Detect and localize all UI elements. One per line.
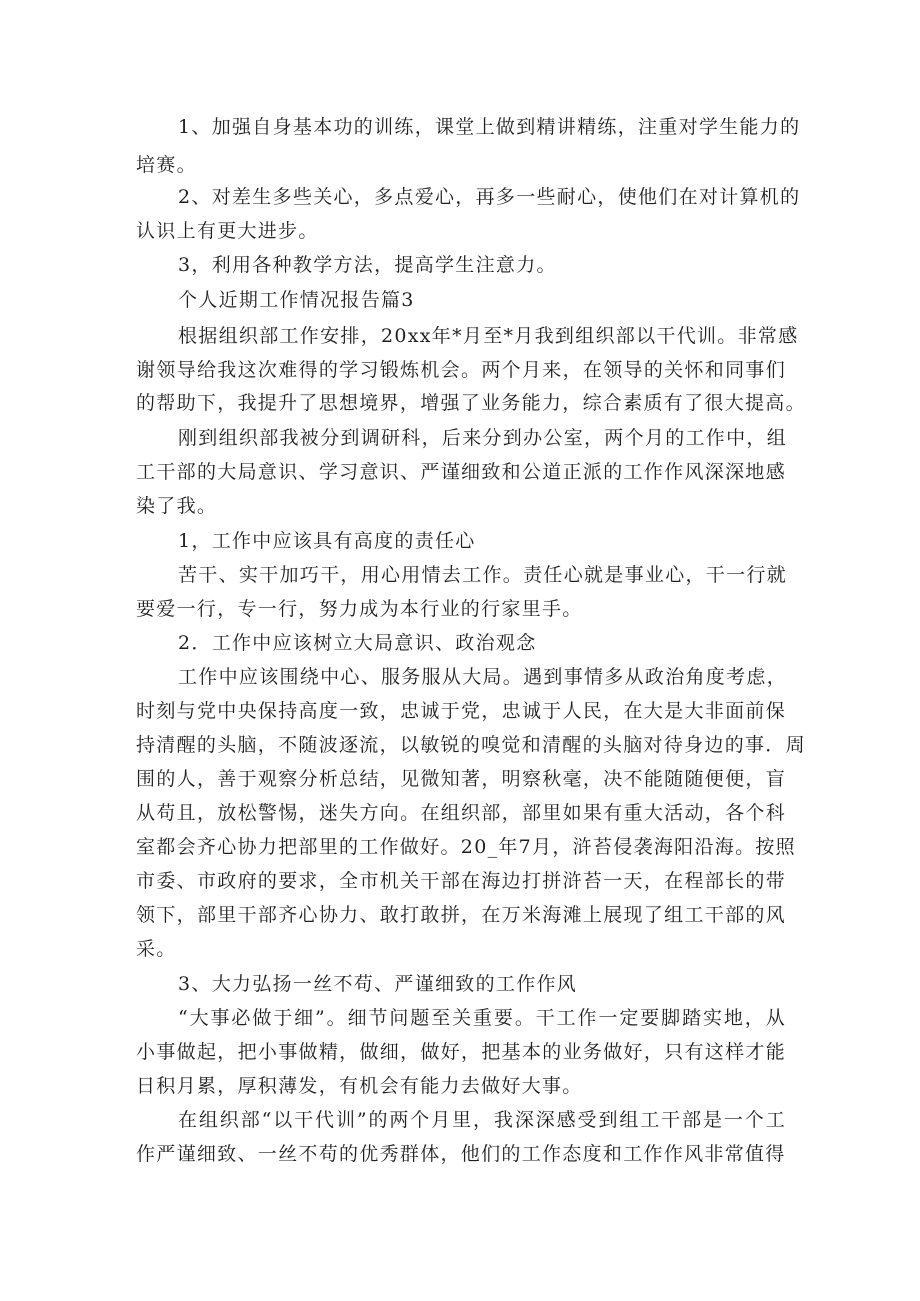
text-line: 苦干、实干加巧干，用心用情去工作。责任心就是事业心，干一行就 xyxy=(178,564,788,586)
text-line: 工作中应该围绕中心、服务服从大局。遇到事情多从政治角度考虑， xyxy=(178,666,788,688)
text-line: 持清醒的头脑，不随波逐流，以敏锐的嗅觉和清醒的头脑对待身边的事．周 xyxy=(136,734,806,756)
text-line: 采。 xyxy=(136,938,177,960)
text-line: “大事必做于细”。细节问题至关重要。干工作一定要脚踏实地，从 xyxy=(178,1007,786,1029)
text-line: 培赛。 xyxy=(136,154,197,176)
text-line: 小事做起，把小事做精，做细，做好，把基本的业务做好，只有这样才能 xyxy=(136,1041,786,1063)
text-line: 2、对差生多些关心，多点爱心，再多一些耐心，使他们在对计算机的 xyxy=(178,186,801,208)
text-line: 3，利用各种教学方法，提高学生注意力。 xyxy=(178,254,557,276)
text-line: 根据组织部工作安排，20xx年*月至*月我到组织部以干代训。非常感 xyxy=(178,325,799,347)
text-line: 工干部的大局意识、学习意识、严谨细致和公道正派的工作作风深深地感 xyxy=(136,461,786,483)
text-line: 刚到组织部我被分到调研科，后来分到办公室，两个月的工作中，组 xyxy=(178,427,788,449)
subheading: 2．工作中应该树立大局意识、政治观念 xyxy=(178,632,537,654)
text-line: 时刻与党中央保持高度一致，忠诚于党，忠诚于人民，在大是大非面前保 xyxy=(136,700,786,722)
text-line: 室都会齐心协力把部里的工作做好。20_年7月，浒苔侵袭海阳沿海。按照 xyxy=(136,836,796,858)
text-line: 作严谨细致、一丝不苟的优秀群体，他们的工作态度和工作作风非常值得 xyxy=(136,1143,786,1165)
subheading: 3、大力弘扬一丝不苟、严谨细致的工作作风 xyxy=(178,973,578,995)
text-line: 染了我。 xyxy=(136,495,218,517)
text-line: 围的人，善于观察分析总结，见微知著，明察秋毫，决不能随随便便，盲 xyxy=(136,768,786,790)
text-line: 谢领导给我这次难得的学习锻炼机会。两个月来，在领导的关怀和同事们 xyxy=(136,359,786,381)
text-line: 日积月累，厚积薄发，有机会有能力去做好大事。 xyxy=(136,1075,583,1097)
section-heading: 个人近期工作情况报告篇3 xyxy=(178,289,415,311)
text-line: 的帮助下，我提升了思想境界，增强了业务能力，综合素质有了很大提高。 xyxy=(136,392,806,414)
text-line: 领下，部里干部齐心协力、敢打敢拼，在万米海滩上展现了组工干部的风 xyxy=(136,904,786,926)
subheading: 1，工作中应该具有高度的责任心 xyxy=(178,530,476,552)
text-line: 在组织部“以干代训”的两个月里，我深深感受到组工干部是一个工 xyxy=(178,1109,786,1131)
text-line: 从苟且，放松警惕，迷失方向。在组织部，部里如果有重大活动，各个科 xyxy=(136,802,786,824)
text-line: 市委、市政府的要求，全市机关干部在海边打拼浒苔一天，在程部长的带 xyxy=(136,870,786,892)
text-line: 1、加强自身基本功的训练，课堂上做到精讲精练，注重对学生能力的 xyxy=(178,116,801,138)
text-line: 要爱一行，专一行，努力成为本行业的行家里手。 xyxy=(136,598,583,620)
text-line: 认识上有更大进步。 xyxy=(136,220,319,242)
